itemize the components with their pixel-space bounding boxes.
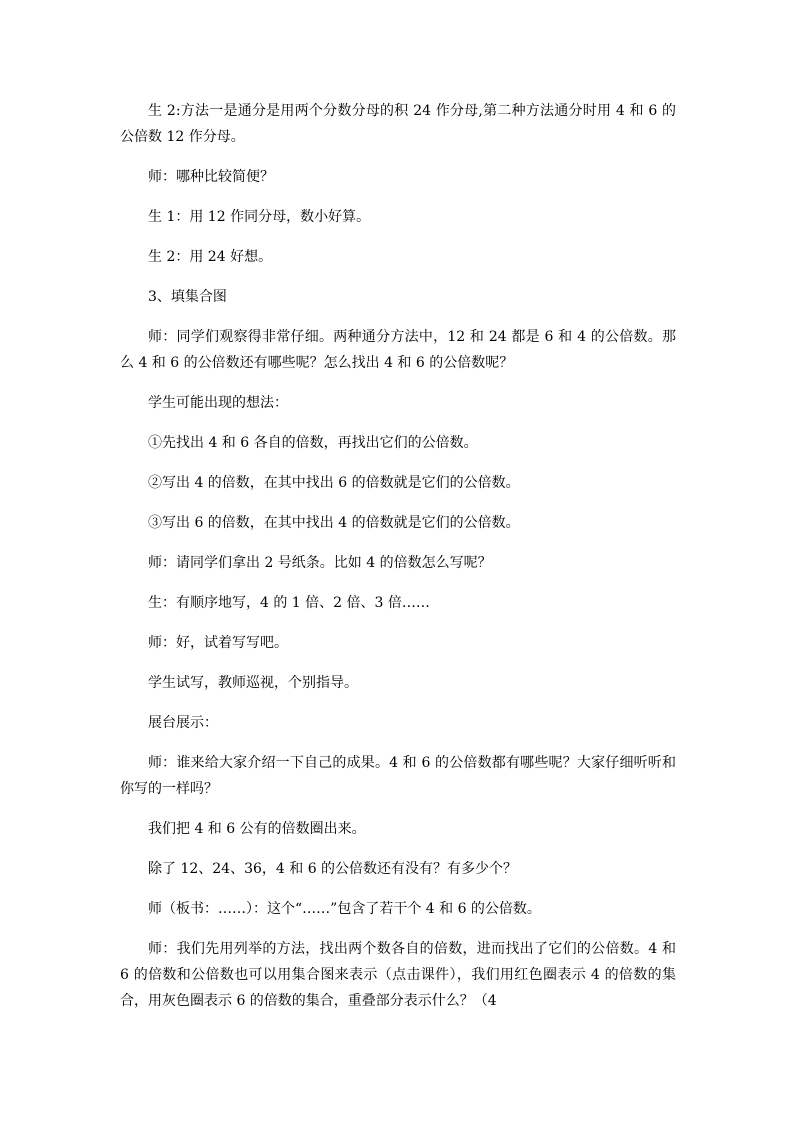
paragraph-17: 我们把 4 和 6 公有的倍数圈出来。 [148,821,366,837]
paragraph-15: 展台展示： [148,715,218,731]
list-item-3: ③写出 6 的倍数，在其中找出 4 的倍数就是它们的公倍数。 [148,515,520,531]
paragraph-12: 生：有顺序地写，4 的 1 倍、2 倍、3 倍…… [148,595,430,611]
list-item-1: ①先找出 4 和 6 各自的倍数，再找出它们的公倍数。 [148,435,478,451]
list-item-2: ②写出 4 的倍数，在其中找出 6 的倍数就是它们的公倍数。 [148,475,520,491]
paragraph-7: 学生可能出现的想法： [148,395,288,411]
paragraph-20: 师：我们先用列举的方法，找出两个数各自的倍数，进而找出了它们的公倍数。4 和 6 的倍数和公倍数也可以用集合图来表示（点击课件），我们用红色圈表示 4 的倍数的集合，用灰色圈表示 6 的倍数的集合，重叠部分表示什么？（4 [120,941,676,1009]
paragraph-14: 学生试写，教师巡视，个别指导。 [148,675,358,691]
paragraph-3: 生 1：用 12 作同分母，数小好算。 [148,209,371,225]
paragraph-2: 师：哪种比较简便？ [148,169,274,185]
section-heading-venn: 3、填集合图 [148,289,227,305]
paragraph-1: 生 2:方法一是通分是用两个分数分母的积 24 作分母,第二种方法通分时用 4 和 6 的公倍数 12 作分母。 [120,103,676,145]
document-body [120,98,676,1028]
paragraph-19: 师（板书：……）：这个“……”包含了若干个 4 和 6 的公倍数。 [148,901,541,917]
paragraph-18: 除了 12、24、36，4 和 6 的公倍数还有没有？有多少个？ [148,861,518,877]
paragraph-4: 生 2：用 24 好想。 [148,249,273,265]
paragraph-13: 师：好，试着写写吧。 [148,635,288,651]
paragraph-6: 师：同学们观察得非常仔细。两种通分方法中，12 和 24 都是 6 和 4 的公倍数。那么 4 和 6 的公倍数还有哪些呢？怎么找出 4 和 6 的公倍数呢？ [120,329,676,371]
paragraph-11: 师：请同学们拿出 2 号纸条。比如 4 的倍数怎么写呢？ [148,555,492,571]
paragraph-16: 师：谁来给大家介绍一下自己的成果。4 和 6 的公倍数都有哪些呢？大家仔细听听和你写的一样吗？ [120,755,676,797]
